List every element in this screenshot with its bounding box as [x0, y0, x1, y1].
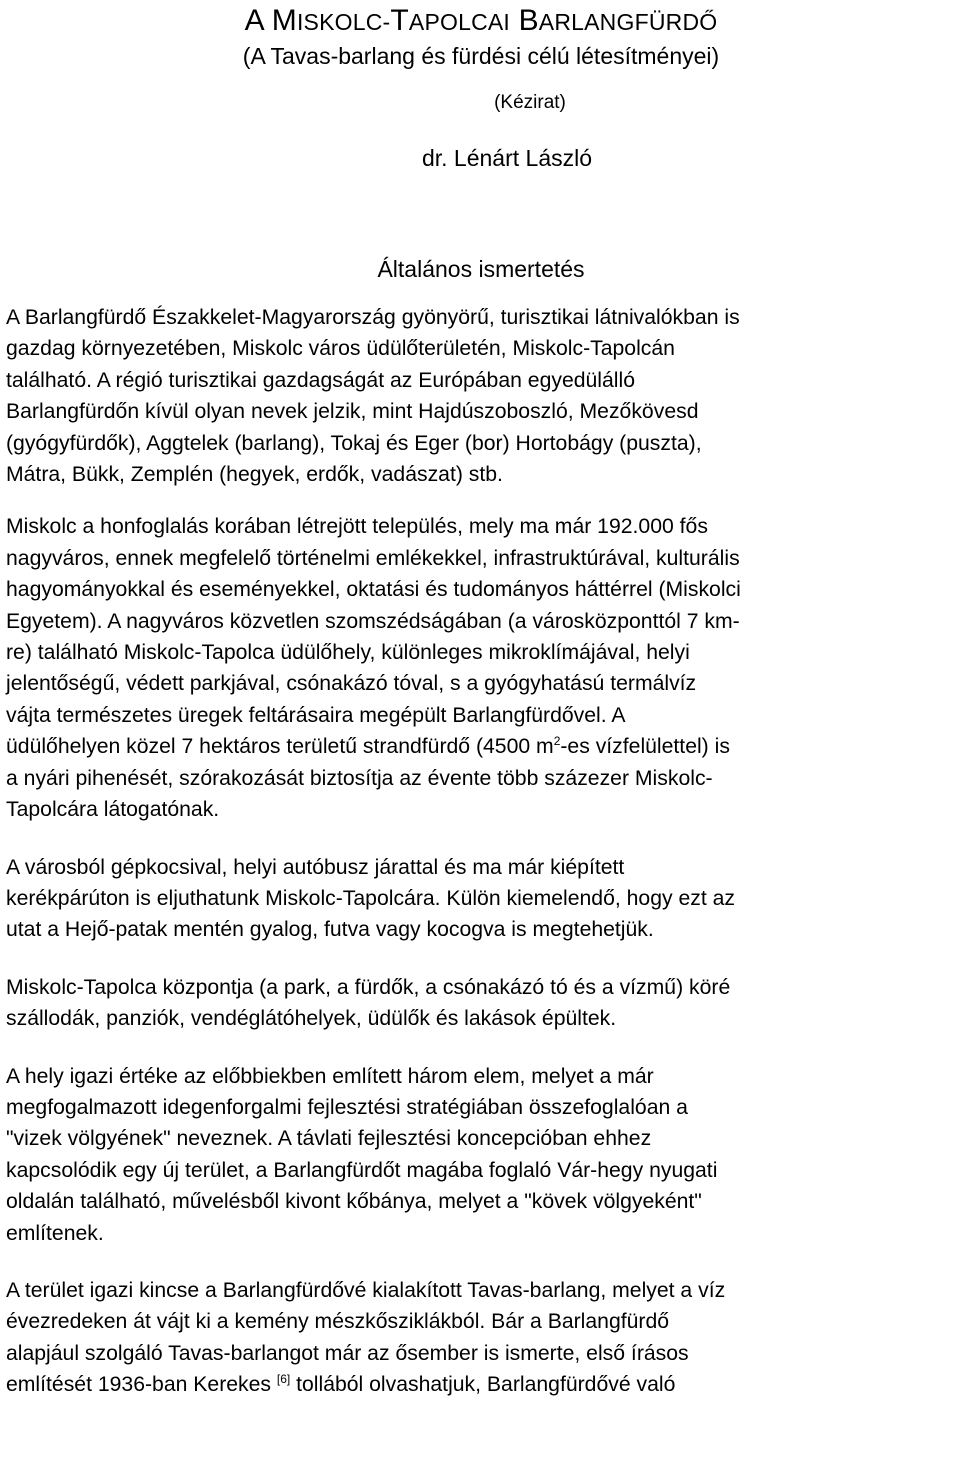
paragraph-line: A városból gépkocsival, helyi autóbusz járattal és ma már kiépített: [6, 855, 625, 879]
paragraph-line: kerékpárúton is eljuthatunk Miskolc-Tapolcára. Külön kiemelendő, hogy ezt az: [6, 886, 736, 910]
paragraph-4: [6, 972, 956, 1035]
paragraph-line: Tapolcára látogatónak.: [6, 798, 220, 822]
paragraph-line: említenek.: [6, 1221, 104, 1245]
paragraph-line: gazdag környezetében, Miskolc város üdülőterületén, Miskolc-Tapolcán: [6, 337, 675, 361]
paragraph-line: található. A régió turisztikai gazdagságát az Európában egyedülálló: [6, 368, 635, 392]
paragraph-line: utat a Hejő-patak mentén gyalog, futva vagy kocogva is megtehetjük.: [6, 918, 654, 942]
paragraph-2: [6, 511, 956, 825]
paragraph-1: [6, 302, 956, 490]
paragraph-line: oldalán található, művelésből kivont kőbánya, melyet a "kövek völgyeként": [6, 1190, 702, 1214]
document-page: [0, 4, 960, 1472]
paragraph-line: (gyógyfürdők), Aggtelek (barlang), Tokaj és Eger (bor) Hortobágy (puszta),: [6, 431, 702, 455]
paragraph-line: megfogalmazott idegenforgalmi fejlesztési stratégiában összefoglalóan a: [6, 1095, 688, 1119]
manuscript-note: (Kézirat): [494, 92, 566, 113]
paragraph-line: vájta természetes üregek feltárásaira megépült Barlangfürdővel. A: [6, 703, 626, 727]
paragraph-line: évezredeken át vájt ki a kemény mészkősziklákból. Bár a Barlangfürdő: [6, 1310, 670, 1334]
title-word-1: A: [244, 4, 264, 37]
paragraph-line: Egyetem). A nagyváros közvetlen szomszédságában (a városközponttól 7 km-: [6, 609, 740, 633]
title-word-2: MISKOLC-TAPOLCAI: [271, 4, 511, 37]
superscript: 2: [553, 734, 561, 749]
paragraph-line: Miskolc-Tapolca központja (a park, a fürdők, a csónakázó tó és a vízmű) köré: [6, 975, 731, 999]
paragraph-line: A hely igazi értéke az előbbiekben említett három elem, melyet a már: [6, 1064, 654, 1088]
paragraph-line: re) található Miskolc-Tapolca üdülőhely, különleges mikroklímájával, helyi: [6, 641, 690, 665]
paragraph-line: Miskolc a honfoglalás korában létrejött település, mely ma már 192.000 fős: [6, 515, 708, 539]
section-heading: Általános ismertetés: [377, 256, 585, 282]
paragraph-line-with-reference: említését 1936-ban Kerekes [6] tollából olvashatjuk, Barlangfürdővé való: [6, 1372, 676, 1397]
reference-marker[interactable]: [6]: [276, 1372, 291, 1387]
paragraph-line: jelentőségű, védett parkjával, csónakázó tóval, s a gyógyhatású termálvíz: [6, 672, 697, 696]
title-word-3: BARLANGFÜRDŐ: [518, 4, 718, 37]
paragraph-line: a nyári pihenését, szórakozását biztosítja az évente több százezer Miskolc-: [6, 766, 713, 790]
document-subtitle: (A Tavas-barlang és fürdési célú létesítményei): [242, 43, 720, 69]
paragraph-line: nagyváros, ennek megfelelő történelmi emlékekkel, infrastruktúrával, kulturális: [6, 546, 740, 570]
paragraph-line: kapcsolódik egy új terület, a Barlangfürdőt magába foglaló Vár-hegy nyugati: [6, 1158, 718, 1182]
paragraph-line: A Barlangfürdő Északkelet-Magyarország gyönyörű, turisztikai látnivalókban is: [6, 306, 740, 329]
paragraph-line: Barlangfürdőn kívül olyan nevek jelzik, mint Hajdúszoboszló, Mezőkövesd: [6, 400, 699, 424]
author-name: dr. Lénárt László: [421, 145, 593, 171]
paragraph-5: [6, 1061, 956, 1249]
paragraph-line: "vizek völgyének" neveznek. A távlati fejlesztési koncepcióban ehhez: [6, 1127, 652, 1151]
paragraph-6: [6, 1275, 956, 1401]
document-title: [6, 4, 956, 39]
paragraph-3: [6, 852, 956, 946]
paragraph-line: A terület igazi kincse a Barlangfürdővé kialakított Tavas-barlang, melyet a víz: [6, 1278, 726, 1302]
paragraph-line: alapjául szolgáló Tavas-barlangot már az ősember is ismerte, első írásos: [6, 1341, 689, 1365]
paragraph-line-with-superscript: üdülőhelyen közel 7 hektáros területű strandfürdő (4500 $m^2-es$ vízfelülettel) is: [6, 734, 730, 759]
paragraph-line: Mátra, Bükk, Zemplén (hegyek, erdők, vadászat) stb.: [6, 463, 503, 487]
paragraph-line: szállodák, panziók, vendéglátóhelyek, üdülők és lakások épültek.: [6, 1007, 617, 1031]
paragraph-line: hagyományokkal és eseményekkel, oktatási és tudományos háttérrel (Miskolci: [6, 578, 741, 602]
